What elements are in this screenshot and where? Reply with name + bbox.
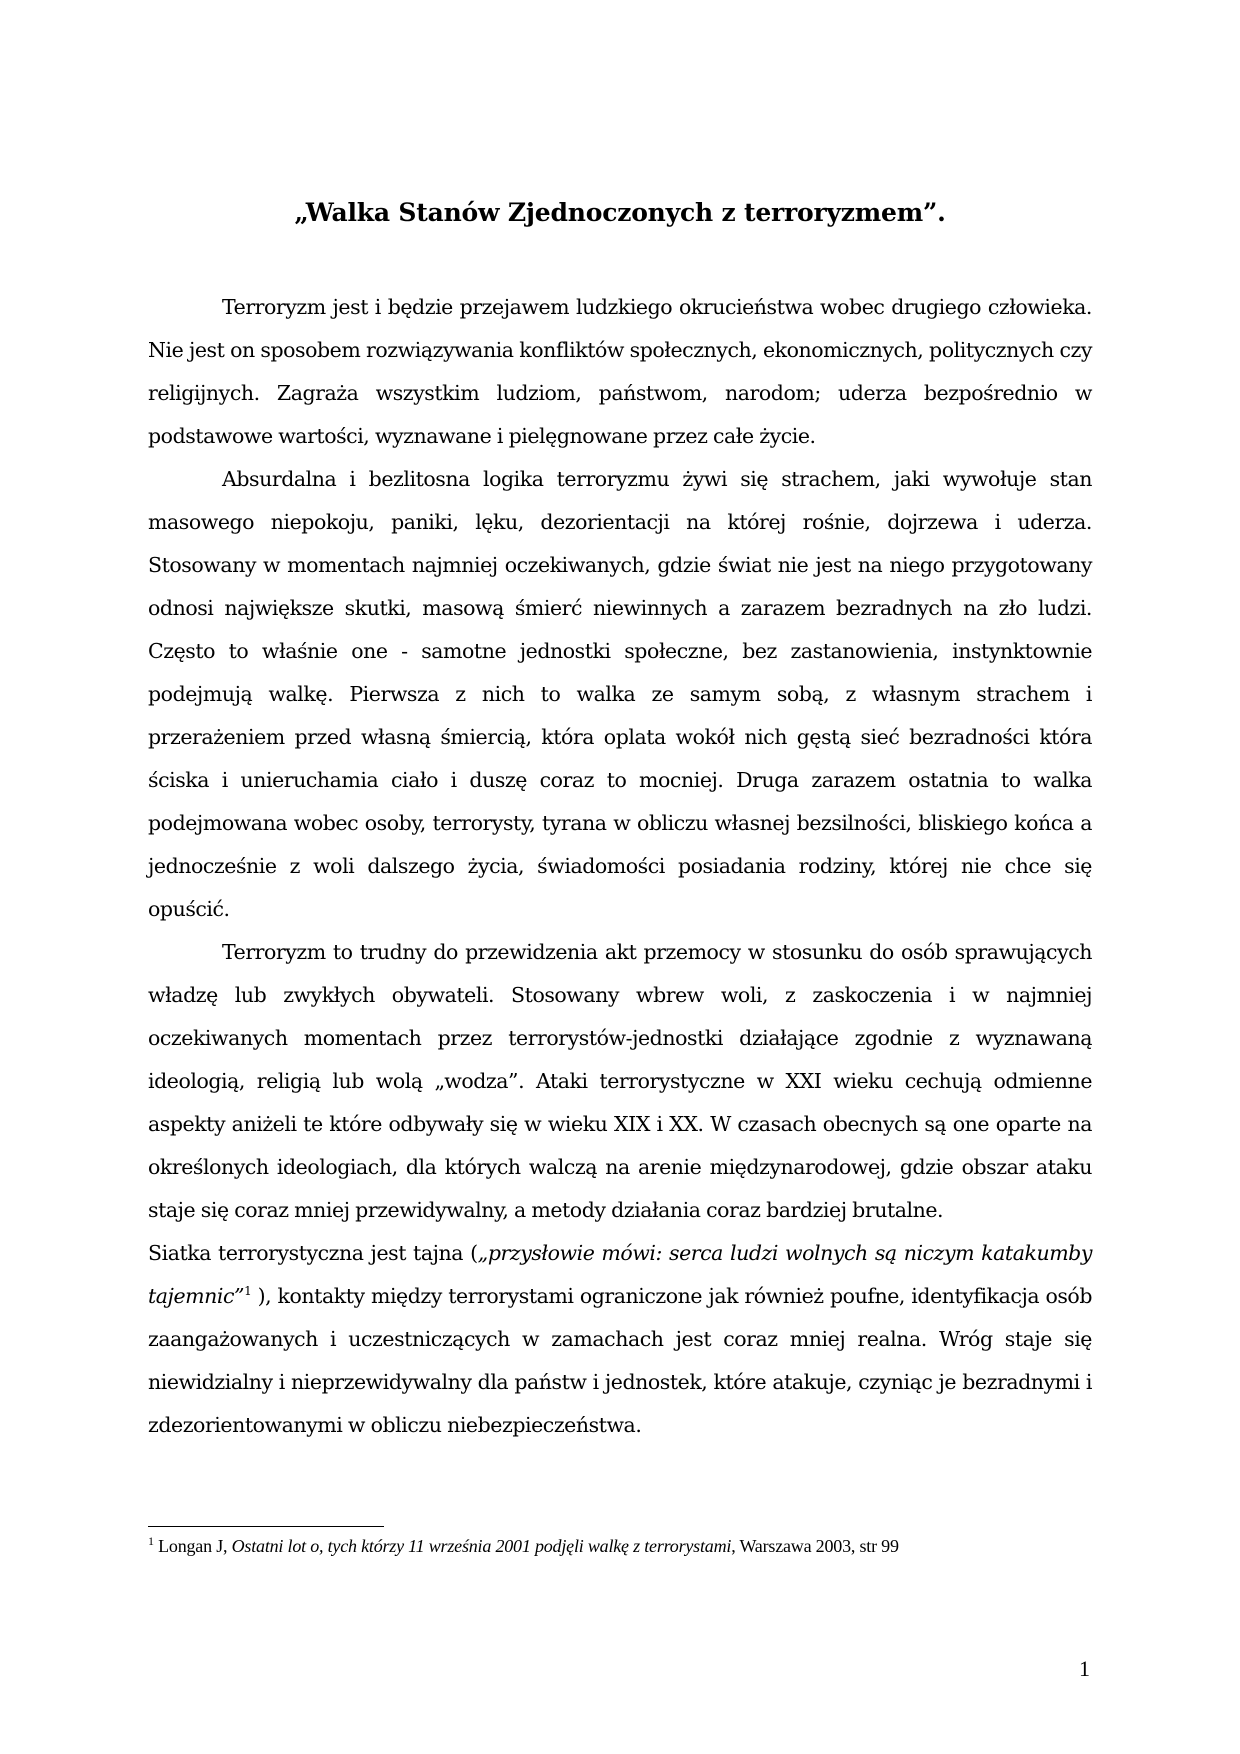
footnote-reference[interactable]: 1 bbox=[244, 1284, 252, 1299]
paragraph-4 bbox=[148, 1232, 1092, 1447]
paragraph-4-continuation: ), kontakty między terrorystami ograniczone jak również poufne, identyfikacja osób zaangażowanych i uczestniczących w zamachach jest coraz mniej realna. Wróg staje się niewidzialny i nieprzewidywalny dla państw i jednostek, które atakuje, czyniąc je bezradnymi i zdezorientowanymi w obliczu niebezpieczeństwa. bbox=[148, 1284, 1092, 1437]
footnote-source-title: Ostatni lot o, tych którzy 11 września 2001 podjęli walkę z terrorystami bbox=[231, 1536, 732, 1556]
page-number: 1 bbox=[1079, 1656, 1090, 1681]
document-body bbox=[148, 286, 1092, 1447]
footnote-author: Longan J, bbox=[153, 1536, 232, 1556]
paragraph-2: Absurdalna i bezlitosna logika terroryzmu żywi się strachem, jaki wywołuje stan masowego niepokoju, paniki, lęku, dezorientacji na której rośnie, dojrzewa i uderza. Stosowany w momentach najmniej oczekiwanych, gdzie świat nie jest na niego przygotowany odnosi największe skutki, masową śmierć niewinnych a zarazem bezradnych na zło ludzi. Często to właśnie one - samotne jednostki społeczne, bez zastanowienia, instynktownie podejmują walkę. Pierwsza z nich to walka ze samym sobą, z własnym strachem i przerażeniem przed własną śmiercią, która oplata wokół nich gęstą sieć bezradności która ściska i unieruchamia ciało i duszę coraz to mocniej. Druga zarazem ostatnia to walka podejmowana wobec osoby, terrorysty, tyrana w obliczu własnej bezsilności, bliskiego końca a jednocześnie z woli dalszego życia, świadomości posiadania rodziny, której nie chce się opuścić. bbox=[148, 467, 1092, 921]
proverb-quote: „przysłowie mówi: serca ludzi wolnych są niczym katakumby tajemnic” bbox=[148, 1241, 1092, 1308]
document-title: „Walka Stanów Zjednoczonych z terroryzmem”. bbox=[294, 198, 946, 227]
paragraph-4-intro: Siatka terrorystyczna jest tajna ( bbox=[148, 1241, 478, 1265]
footnote-number: 1 bbox=[148, 1534, 154, 1548]
footnote bbox=[148, 1533, 1092, 1559]
paragraph-1: Terroryzm jest i będzie przejawem ludzkiego okrucieństwa wobec drugiego człowieka. Nie jest on sposobem rozwiązywania konfliktów społecznych, ekonomicznych, politycznych czy religijnych. Zagraża wszystkim ludziom, państwom, narodom; uderza bezpośrednio w podstawowe wartości, wyznawane i pielęgnowane przez całe życie. bbox=[148, 295, 1092, 448]
footnote-details: , Warszawa 2003, str 99 bbox=[731, 1536, 899, 1556]
footnote-separator bbox=[148, 1526, 384, 1527]
paragraph-3: Terroryzm to trudny do przewidzenia akt przemocy w stosunku do osób sprawujących władzę lub zwykłych obywateli. Stosowany wbrew woli, z zaskoczenia i w najmniej oczekiwanych momentach przez terrorystów-jednostki działające zgodnie z wyznawaną ideologią, religią lub wolą „wodza”. Ataki terrorystyczne w XXI wieku cechują odmienne aspekty aniżeli te które odbywały się w wieku XIX i XX. W czasach obecnych są one oparte na określonych ideologiach, dla których walczą na arenie międzynarodowej, gdzie obszar ataku staje się coraz mniej przewidywalny, a metody działania coraz bardziej brutalne. bbox=[148, 940, 1092, 1222]
